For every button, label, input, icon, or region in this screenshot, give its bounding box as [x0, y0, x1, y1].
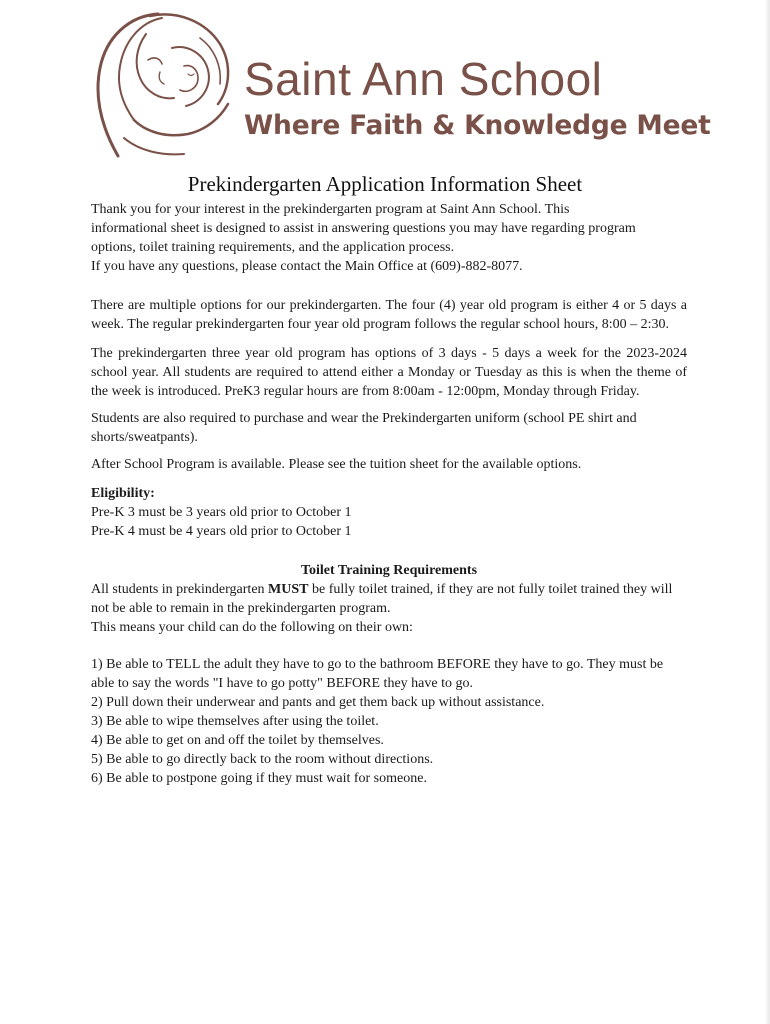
three-year-program-paragraph: The prekindergarten three year old program has options of 3 days - 5 days a week for the 2023-2024 school year. All students are required to attend either a Monday or Tuesday as this is when the theme of the week is introduced. PreK3 regular hours are from 8:00am - 12:00pm, Monday through Friday.: [91, 346, 687, 399]
intro-line: options, toilet training requirements, and the application process.: [91, 240, 455, 255]
page-title: Prekindergarten Application Information Sheet: [187, 172, 583, 196]
toilet-requirement-item: 1) Be able to TELL the adult they have to go to the bathroom BEFORE they have to go. They must be able to say the words "I have to go potty" BEFORE they have to go.: [91, 657, 664, 691]
intro-paragraph: [91, 200, 687, 276]
toilet-requirement-item: 5) Be able to go directly back to the room without directions.: [91, 752, 434, 767]
eligibility-item: Pre-K 3 must be 3 years old prior to October 1: [91, 505, 352, 520]
toilet-means-line: This means your child can do the following on their own:: [91, 620, 413, 635]
school-tagline: Where Faith & Knowledge Meet: [244, 110, 711, 141]
intro-line: If you have any questions, please contact the Main Office at (609)-882-8077.: [91, 259, 523, 274]
eligibility-item: Pre-K 4 must be 4 years old prior to October 1: [91, 524, 352, 539]
document-body: [91, 200, 687, 788]
toilet-requirement-item: 6) Be able to postpone going if they must wait for someone.: [91, 771, 427, 786]
uniform-paragraph: Students are also required to purchase and wear the Prekindergarten uniform (school PE shirt and shorts/sweatpants).: [91, 411, 637, 445]
eligibility-heading: Eligibility:: [91, 486, 155, 501]
toilet-intro-text: be fully toilet trained, if they are not fully toilet trained they will not be able to remain in the prekindergarten program.: [91, 582, 673, 616]
mother-child-logo-icon: [88, 8, 248, 163]
toilet-training-intro: [91, 580, 687, 618]
must-emphasis: MUST: [268, 582, 309, 597]
intro-line: informational sheet is designed to assist in answering questions you may have regarding program: [91, 221, 636, 236]
page-edge-shadow: [764, 0, 770, 1024]
school-name: Saint Ann School: [244, 53, 603, 105]
four-year-program-paragraph: There are multiple options for our prekindergarten. The four (4) year old program is either 4 or 5 days a week. The regular prekindergarten four year old program follows the regular school hours, 8:00 – 2:30.: [91, 298, 687, 332]
toilet-training-heading: Toilet Training Requirements: [300, 563, 478, 578]
toilet-requirement-item: 4) Be able to get on and off the toilet by themselves.: [91, 733, 384, 748]
intro-line: Thank you for your interest in the prekindergarten program at Saint Ann School. This: [91, 202, 570, 217]
after-school-paragraph: After School Program is available. Please see the tuition sheet for the available options.: [91, 457, 582, 472]
toilet-requirement-item: 3) Be able to wipe themselves after using the toilet.: [91, 714, 379, 729]
toilet-requirement-item: 2) Pull down their underwear and pants and get them back up without assistance.: [91, 695, 545, 710]
toilet-intro-text: All students in prekindergarten: [91, 582, 269, 597]
